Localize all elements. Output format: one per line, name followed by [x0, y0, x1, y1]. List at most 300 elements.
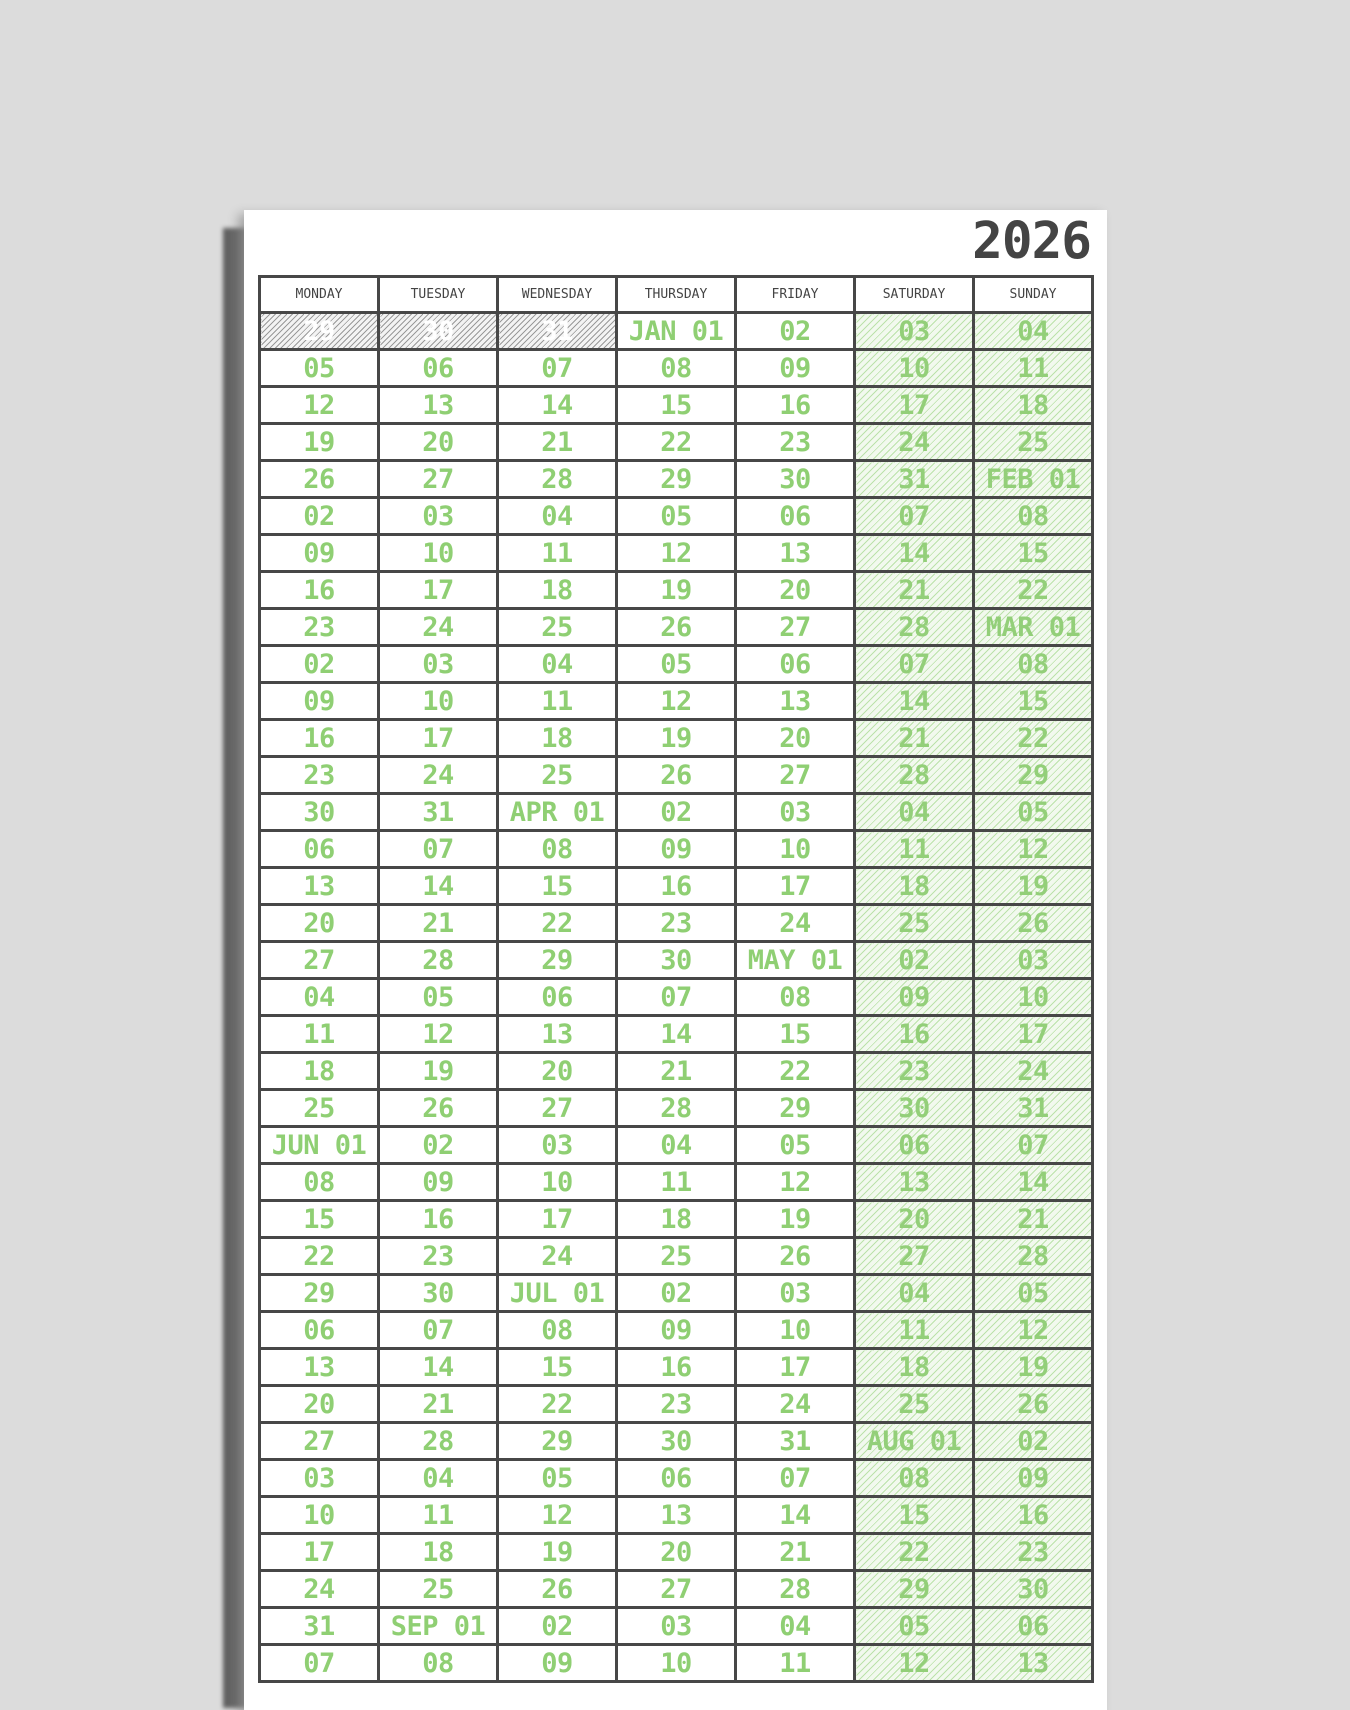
day-cell: 29	[260, 313, 379, 350]
day-cell: MAY 01	[736, 942, 855, 979]
day-cell: 04	[617, 1127, 736, 1164]
day-cell: 11	[498, 535, 617, 572]
day-cell: 26	[260, 461, 379, 498]
day-cell: 17	[379, 572, 498, 609]
day-cell: 08	[498, 831, 617, 868]
week-row	[260, 646, 1093, 683]
week-row	[260, 313, 1093, 350]
day-cell: 13	[260, 868, 379, 905]
day-cell: 06	[736, 646, 855, 683]
day-cell: 28	[855, 757, 974, 794]
day-cell: 28	[617, 1090, 736, 1127]
day-cell: 11	[974, 350, 1093, 387]
day-cell: 20	[855, 1201, 974, 1238]
day-cell: 29	[855, 1571, 974, 1608]
day-cell: 03	[260, 1460, 379, 1497]
week-row	[260, 424, 1093, 461]
day-cell: 05	[855, 1608, 974, 1645]
day-cell: 21	[855, 572, 974, 609]
day-cell: 19	[617, 720, 736, 757]
week-row	[260, 1608, 1093, 1645]
weekday-saturday: SATURDAY	[855, 277, 974, 313]
day-cell: APR 01	[498, 794, 617, 831]
day-cell: 10	[974, 979, 1093, 1016]
day-cell: 21	[379, 1386, 498, 1423]
day-cell: 12	[617, 683, 736, 720]
day-cell: 27	[617, 1571, 736, 1608]
day-cell: 08	[379, 1645, 498, 1682]
day-cell: 23	[855, 1053, 974, 1090]
weekday-thursday: THURSDAY	[617, 277, 736, 313]
day-cell: 31	[855, 461, 974, 498]
week-row	[260, 1571, 1093, 1608]
day-cell: 31	[379, 794, 498, 831]
week-row	[260, 1460, 1093, 1497]
day-cell: 04	[379, 1460, 498, 1497]
day-cell: 27	[379, 461, 498, 498]
week-row	[260, 1386, 1093, 1423]
day-cell: 12	[974, 1312, 1093, 1349]
day-cell: 25	[379, 1571, 498, 1608]
week-row	[260, 1312, 1093, 1349]
day-cell: 19	[736, 1201, 855, 1238]
day-cell: 24	[498, 1238, 617, 1275]
day-cell: 25	[498, 757, 617, 794]
day-cell: 23	[379, 1238, 498, 1275]
day-cell: 31	[736, 1423, 855, 1460]
week-row	[260, 1349, 1093, 1386]
day-cell: 30	[974, 1571, 1093, 1608]
week-row	[260, 461, 1093, 498]
day-cell: 04	[855, 1275, 974, 1312]
day-cell: 05	[974, 1275, 1093, 1312]
weekday-sunday: SUNDAY	[974, 277, 1093, 313]
day-cell: 07	[855, 498, 974, 535]
day-cell: 08	[855, 1460, 974, 1497]
week-row	[260, 905, 1093, 942]
day-cell: 16	[617, 1349, 736, 1386]
day-cell: 17	[379, 720, 498, 757]
day-cell: 22	[974, 572, 1093, 609]
day-cell: 23	[974, 1534, 1093, 1571]
day-cell: 25	[974, 424, 1093, 461]
day-cell: 04	[855, 794, 974, 831]
day-cell: 02	[617, 1275, 736, 1312]
day-cell: 12	[736, 1164, 855, 1201]
day-cell: 08	[617, 350, 736, 387]
day-cell: 21	[855, 720, 974, 757]
day-cell: 11	[260, 1016, 379, 1053]
day-cell: 27	[736, 609, 855, 646]
day-cell: 14	[617, 1016, 736, 1053]
day-cell: 07	[379, 831, 498, 868]
day-cell: 28	[855, 609, 974, 646]
week-row	[260, 757, 1093, 794]
day-cell: 31	[974, 1090, 1093, 1127]
week-row	[260, 1201, 1093, 1238]
day-cell: 14	[974, 1164, 1093, 1201]
day-cell: 03	[379, 646, 498, 683]
day-cell: 26	[498, 1571, 617, 1608]
day-cell: 30	[617, 942, 736, 979]
day-cell: 14	[736, 1497, 855, 1534]
day-cell: 03	[736, 794, 855, 831]
day-cell: 25	[498, 609, 617, 646]
day-cell: 04	[260, 979, 379, 1016]
day-cell: 23	[736, 424, 855, 461]
day-cell: 07	[498, 350, 617, 387]
day-cell: 02	[736, 313, 855, 350]
day-cell: 03	[855, 313, 974, 350]
week-row	[260, 350, 1093, 387]
day-cell: 05	[736, 1127, 855, 1164]
weekday-header	[260, 277, 1093, 313]
day-cell: 22	[260, 1238, 379, 1275]
day-cell: 18	[617, 1201, 736, 1238]
day-cell: 17	[736, 1349, 855, 1386]
day-cell: 13	[260, 1349, 379, 1386]
day-cell: 04	[974, 313, 1093, 350]
day-cell: 16	[260, 572, 379, 609]
day-cell: 12	[260, 387, 379, 424]
week-row	[260, 387, 1093, 424]
week-row	[260, 1423, 1093, 1460]
day-cell: 13	[498, 1016, 617, 1053]
day-cell: 16	[974, 1497, 1093, 1534]
day-cell: 21	[617, 1053, 736, 1090]
day-cell: 29	[974, 757, 1093, 794]
day-cell: 23	[617, 905, 736, 942]
week-row	[260, 720, 1093, 757]
day-cell: 02	[260, 498, 379, 535]
day-cell: 11	[736, 1645, 855, 1682]
day-cell: 06	[974, 1608, 1093, 1645]
day-cell: 28	[736, 1571, 855, 1608]
day-cell: 18	[379, 1534, 498, 1571]
day-cell: 20	[736, 572, 855, 609]
day-cell: 06	[736, 498, 855, 535]
day-cell: 13	[736, 535, 855, 572]
day-cell: 17	[260, 1534, 379, 1571]
day-cell: 17	[855, 387, 974, 424]
day-cell: 17	[736, 868, 855, 905]
day-cell: 15	[498, 1349, 617, 1386]
day-cell: 24	[974, 1053, 1093, 1090]
day-cell: 16	[736, 387, 855, 424]
day-cell: 26	[617, 609, 736, 646]
week-row	[260, 1164, 1093, 1201]
day-cell: 05	[498, 1460, 617, 1497]
day-cell: 30	[379, 1275, 498, 1312]
day-cell: 07	[260, 1645, 379, 1682]
day-cell: 30	[379, 313, 498, 350]
day-cell: 09	[260, 535, 379, 572]
day-cell: 28	[379, 1423, 498, 1460]
week-row	[260, 1497, 1093, 1534]
day-cell: 24	[260, 1571, 379, 1608]
weekday-tuesday: TUESDAY	[379, 277, 498, 313]
day-cell: 14	[379, 868, 498, 905]
day-cell: 10	[260, 1497, 379, 1534]
day-cell: 24	[855, 424, 974, 461]
day-cell: 19	[974, 868, 1093, 905]
day-cell: 13	[855, 1164, 974, 1201]
day-cell: 25	[260, 1090, 379, 1127]
day-cell: 11	[855, 1312, 974, 1349]
day-cell: 18	[855, 868, 974, 905]
day-cell: 15	[974, 683, 1093, 720]
day-cell: 07	[855, 646, 974, 683]
day-cell: 30	[260, 794, 379, 831]
week-row	[260, 572, 1093, 609]
day-cell: 22	[855, 1534, 974, 1571]
day-cell: 24	[736, 905, 855, 942]
day-cell: 14	[855, 683, 974, 720]
day-cell: 26	[736, 1238, 855, 1275]
day-cell: 27	[260, 1423, 379, 1460]
day-cell: 19	[379, 1053, 498, 1090]
day-cell: 22	[736, 1053, 855, 1090]
day-cell: 10	[379, 535, 498, 572]
calendar-poster	[244, 210, 1107, 1710]
day-cell: 28	[379, 942, 498, 979]
day-cell: 10	[379, 683, 498, 720]
day-cell: 23	[260, 609, 379, 646]
day-cell: 16	[855, 1016, 974, 1053]
day-cell: 15	[260, 1201, 379, 1238]
day-cell: 24	[379, 609, 498, 646]
day-cell: 27	[498, 1090, 617, 1127]
day-cell: 11	[855, 831, 974, 868]
day-cell: 08	[260, 1164, 379, 1201]
day-cell: 13	[617, 1497, 736, 1534]
day-cell: 26	[379, 1090, 498, 1127]
day-cell: 27	[736, 757, 855, 794]
weekday-wednesday: WEDNESDAY	[498, 277, 617, 313]
day-cell: 07	[736, 1460, 855, 1497]
week-row	[260, 683, 1093, 720]
day-cell: 30	[855, 1090, 974, 1127]
day-cell: 17	[498, 1201, 617, 1238]
day-cell: 14	[379, 1349, 498, 1386]
day-cell: 08	[498, 1312, 617, 1349]
day-cell: 29	[498, 942, 617, 979]
day-cell: 20	[260, 905, 379, 942]
week-row	[260, 498, 1093, 535]
day-cell: 05	[379, 979, 498, 1016]
day-cell: 18	[498, 572, 617, 609]
week-row	[260, 979, 1093, 1016]
day-cell: 30	[736, 461, 855, 498]
day-cell: 18	[260, 1053, 379, 1090]
day-cell: 31	[498, 313, 617, 350]
day-cell: 16	[260, 720, 379, 757]
day-cell: JUL 01	[498, 1275, 617, 1312]
day-cell: 11	[617, 1164, 736, 1201]
day-cell: 16	[379, 1201, 498, 1238]
day-cell: 05	[974, 794, 1093, 831]
day-cell: 09	[855, 979, 974, 1016]
day-cell: 10	[736, 831, 855, 868]
day-cell: 13	[379, 387, 498, 424]
day-cell: 18	[974, 387, 1093, 424]
day-cell: 26	[974, 1386, 1093, 1423]
day-cell: 06	[379, 350, 498, 387]
day-cell: 25	[855, 1386, 974, 1423]
day-cell: 02	[974, 1423, 1093, 1460]
day-cell: 12	[498, 1497, 617, 1534]
day-cell: 12	[974, 831, 1093, 868]
week-row	[260, 1090, 1093, 1127]
day-cell: 29	[260, 1275, 379, 1312]
week-row	[260, 794, 1093, 831]
day-cell: 02	[855, 942, 974, 979]
weekday-row	[260, 277, 1093, 313]
day-cell: 10	[498, 1164, 617, 1201]
day-cell: 13	[736, 683, 855, 720]
day-cell: 08	[736, 979, 855, 1016]
day-cell: 31	[260, 1608, 379, 1645]
day-cell: 30	[617, 1423, 736, 1460]
day-cell: 08	[974, 646, 1093, 683]
day-cell: 26	[617, 757, 736, 794]
day-cell: 04	[498, 646, 617, 683]
weekday-friday: FRIDAY	[736, 277, 855, 313]
day-cell: 19	[617, 572, 736, 609]
year-title: 2026	[972, 212, 1091, 271]
day-cell: 03	[498, 1127, 617, 1164]
day-cell: 29	[617, 461, 736, 498]
day-cell: 09	[617, 1312, 736, 1349]
day-cell: 23	[260, 757, 379, 794]
day-cell: 28	[974, 1238, 1093, 1275]
week-row	[260, 535, 1093, 572]
day-cell: 04	[736, 1608, 855, 1645]
day-cell: 25	[855, 905, 974, 942]
day-cell: 26	[974, 905, 1093, 942]
weekday-monday: MONDAY	[260, 277, 379, 313]
calendar-grid	[258, 275, 1094, 1683]
day-cell: 05	[260, 350, 379, 387]
day-cell: 13	[974, 1645, 1093, 1682]
day-cell: 14	[855, 535, 974, 572]
day-cell: 22	[617, 424, 736, 461]
day-cell: 05	[617, 498, 736, 535]
day-cell: 21	[736, 1534, 855, 1571]
day-cell: 06	[617, 1460, 736, 1497]
week-row	[260, 1238, 1093, 1275]
day-cell: 19	[260, 424, 379, 461]
day-cell: 29	[498, 1423, 617, 1460]
day-cell: 09	[736, 350, 855, 387]
day-cell: 15	[855, 1497, 974, 1534]
day-cell: 20	[498, 1053, 617, 1090]
day-cell: 06	[260, 831, 379, 868]
week-row	[260, 609, 1093, 646]
day-cell: 18	[498, 720, 617, 757]
day-cell: 14	[498, 387, 617, 424]
day-cell: 15	[498, 868, 617, 905]
day-cell: 22	[974, 720, 1093, 757]
day-cell: 08	[974, 498, 1093, 535]
day-cell: 06	[498, 979, 617, 1016]
day-cell: 20	[260, 1386, 379, 1423]
day-cell: 17	[974, 1016, 1093, 1053]
week-row	[260, 831, 1093, 868]
week-row	[260, 868, 1093, 905]
day-cell: 24	[379, 757, 498, 794]
day-cell: 21	[379, 905, 498, 942]
day-cell: 22	[498, 905, 617, 942]
day-cell: 07	[379, 1312, 498, 1349]
day-cell: 02	[617, 794, 736, 831]
day-cell: 05	[617, 646, 736, 683]
day-cell: 10	[617, 1645, 736, 1682]
day-cell: 23	[617, 1386, 736, 1423]
day-cell: 21	[974, 1201, 1093, 1238]
day-cell: 27	[855, 1238, 974, 1275]
day-cell: 02	[498, 1608, 617, 1645]
calendar-body	[260, 313, 1093, 1682]
day-cell: 10	[736, 1312, 855, 1349]
day-cell: JAN 01	[617, 313, 736, 350]
week-row	[260, 1534, 1093, 1571]
week-row	[260, 1016, 1093, 1053]
day-cell: 25	[617, 1238, 736, 1275]
day-cell: 12	[855, 1645, 974, 1682]
day-cell: 02	[260, 646, 379, 683]
day-cell: 07	[974, 1127, 1093, 1164]
day-cell: 16	[617, 868, 736, 905]
week-row	[260, 1053, 1093, 1090]
day-cell: 18	[855, 1349, 974, 1386]
day-cell: 10	[855, 350, 974, 387]
day-cell: 12	[379, 1016, 498, 1053]
day-cell: 19	[974, 1349, 1093, 1386]
day-cell: 27	[260, 942, 379, 979]
day-cell: 03	[974, 942, 1093, 979]
day-cell: 24	[736, 1386, 855, 1423]
day-cell: 09	[498, 1645, 617, 1682]
week-row	[260, 1645, 1093, 1682]
day-cell: JUN 01	[260, 1127, 379, 1164]
week-row	[260, 1275, 1093, 1312]
day-cell: 11	[498, 683, 617, 720]
day-cell: FEB 01	[974, 461, 1093, 498]
day-cell: 20	[736, 720, 855, 757]
day-cell: 03	[379, 498, 498, 535]
day-cell: 07	[617, 979, 736, 1016]
day-cell: MAR 01	[974, 609, 1093, 646]
week-row	[260, 942, 1093, 979]
day-cell: 12	[617, 535, 736, 572]
day-cell: 09	[379, 1164, 498, 1201]
day-cell: 06	[855, 1127, 974, 1164]
day-cell: 15	[736, 1016, 855, 1053]
day-cell: 06	[260, 1312, 379, 1349]
day-cell: 15	[974, 535, 1093, 572]
week-row	[260, 1127, 1093, 1164]
day-cell: 20	[379, 424, 498, 461]
day-cell: 09	[260, 683, 379, 720]
day-cell: 21	[498, 424, 617, 461]
day-cell: 29	[736, 1090, 855, 1127]
day-cell: 03	[617, 1608, 736, 1645]
day-cell: 02	[379, 1127, 498, 1164]
day-cell: SEP 01	[379, 1608, 498, 1645]
day-cell: 22	[498, 1386, 617, 1423]
day-cell: 20	[617, 1534, 736, 1571]
